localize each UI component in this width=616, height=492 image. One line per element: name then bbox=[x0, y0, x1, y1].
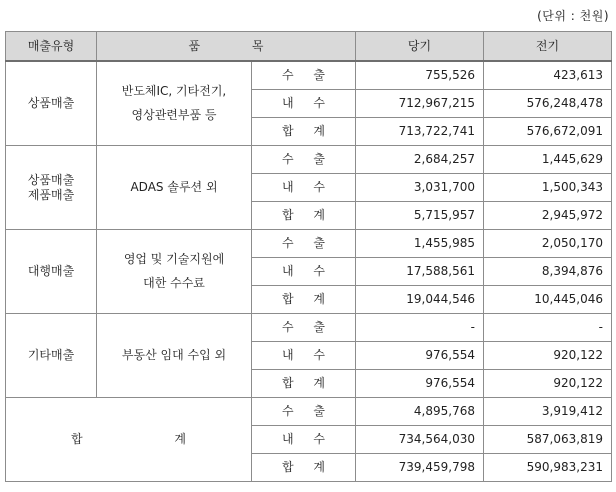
total-previous-amount-cell: 3,919,412 bbox=[484, 398, 612, 426]
table-row bbox=[6, 61, 612, 90]
item-description-line: 부동산 임대 수입 외 bbox=[121, 348, 227, 362]
sales-type-line: 상품매출 bbox=[27, 172, 75, 187]
previous-amount-cell: - bbox=[484, 314, 612, 342]
item-description-cell bbox=[97, 61, 252, 146]
previous-amount-cell: 2,945,972 bbox=[484, 202, 612, 230]
sales-kind-cell: 내 수 bbox=[252, 90, 356, 118]
unit-note: (단위 : 천원) bbox=[537, 9, 609, 23]
total-current-amount-cell: 734,564,030 bbox=[356, 426, 484, 454]
total-previous-amount-cell: 587,063,819 bbox=[484, 426, 612, 454]
item-description-cell bbox=[97, 230, 252, 314]
sales-table bbox=[5, 31, 612, 482]
previous-amount-cell: 423,613 bbox=[484, 61, 612, 90]
sales-kind-cell: 수 출 bbox=[252, 61, 356, 90]
table-row bbox=[6, 314, 612, 342]
sales-kind-cell: 합 계 bbox=[252, 286, 356, 314]
previous-amount-cell: 920,122 bbox=[484, 342, 612, 370]
item-description-line: 영상관련부품 등 bbox=[131, 108, 217, 122]
current-amount-cell: 976,554 bbox=[356, 370, 484, 398]
sales-type-cell bbox=[6, 61, 97, 146]
previous-amount-cell: 10,445,046 bbox=[484, 286, 612, 314]
previous-amount-cell: 8,394,876 bbox=[484, 258, 612, 286]
current-amount-cell: 976,554 bbox=[356, 342, 484, 370]
current-amount-cell: 755,526 bbox=[356, 61, 484, 90]
header-item: 품 목 bbox=[97, 32, 356, 62]
item-description-cell bbox=[97, 314, 252, 398]
item-description-line: ADAS 솔루션 외 bbox=[130, 180, 218, 194]
total-kind-cell: 수 출 bbox=[252, 398, 356, 426]
sales-type-cell bbox=[6, 314, 97, 398]
item-description-cell bbox=[97, 146, 252, 230]
header-current-period: 당기 bbox=[356, 32, 484, 62]
current-amount-cell: 712,967,215 bbox=[356, 90, 484, 118]
item-description-line: 영업 및 기술지원에 bbox=[123, 252, 225, 266]
table-row bbox=[6, 146, 612, 174]
current-amount-cell: 17,588,561 bbox=[356, 258, 484, 286]
table-row bbox=[6, 230, 612, 258]
table-body bbox=[6, 61, 612, 482]
current-amount-cell: - bbox=[356, 314, 484, 342]
sales-kind-cell: 수 출 bbox=[252, 230, 356, 258]
sales-type-line: 기타매출 bbox=[27, 348, 75, 362]
grand-total-label: 합 계 bbox=[6, 398, 252, 482]
sales-kind-cell: 수 출 bbox=[252, 314, 356, 342]
total-current-amount-cell: 4,895,768 bbox=[356, 398, 484, 426]
sales-kind-cell: 내 수 bbox=[252, 258, 356, 286]
header-sales-type: 매출유형 bbox=[6, 32, 97, 62]
item-description-line: 대한 수수료 bbox=[143, 276, 205, 290]
item-description-line: 반도체IC, 기타전기, bbox=[121, 84, 227, 98]
total-kind-cell: 내 수 bbox=[252, 426, 356, 454]
sales-kind-cell: 내 수 bbox=[252, 342, 356, 370]
total-kind-cell: 합 계 bbox=[252, 454, 356, 482]
sales-type-line: 대행매출 bbox=[27, 264, 75, 278]
current-amount-cell: 1,455,985 bbox=[356, 230, 484, 258]
header-previous-period: 전기 bbox=[484, 32, 612, 62]
sales-kind-cell: 합 계 bbox=[252, 370, 356, 398]
sales-type-cell bbox=[6, 146, 97, 230]
previous-amount-cell: 576,248,478 bbox=[484, 90, 612, 118]
sales-type-line: 상품매출 bbox=[27, 96, 75, 110]
sales-kind-cell: 합 계 bbox=[252, 202, 356, 230]
current-amount-cell: 5,715,957 bbox=[356, 202, 484, 230]
total-row bbox=[6, 398, 612, 426]
total-current-amount-cell: 739,459,798 bbox=[356, 454, 484, 482]
previous-amount-cell: 1,500,343 bbox=[484, 174, 612, 202]
sales-kind-cell: 수 출 bbox=[252, 146, 356, 174]
current-amount-cell: 2,684,257 bbox=[356, 146, 484, 174]
current-amount-cell: 3,031,700 bbox=[356, 174, 484, 202]
previous-amount-cell: 2,050,170 bbox=[484, 230, 612, 258]
current-amount-cell: 713,722,741 bbox=[356, 118, 484, 146]
header-row bbox=[6, 32, 612, 62]
previous-amount-cell: 1,445,629 bbox=[484, 146, 612, 174]
sales-kind-cell: 내 수 bbox=[252, 174, 356, 202]
sales-kind-cell: 합 계 bbox=[252, 118, 356, 146]
sales-type-line: 제품매출 bbox=[27, 187, 75, 202]
sales-type-cell bbox=[6, 230, 97, 314]
current-amount-cell: 19,044,546 bbox=[356, 286, 484, 314]
previous-amount-cell: 920,122 bbox=[484, 370, 612, 398]
total-previous-amount-cell: 590,983,231 bbox=[484, 454, 612, 482]
previous-amount-cell: 576,672,091 bbox=[484, 118, 612, 146]
